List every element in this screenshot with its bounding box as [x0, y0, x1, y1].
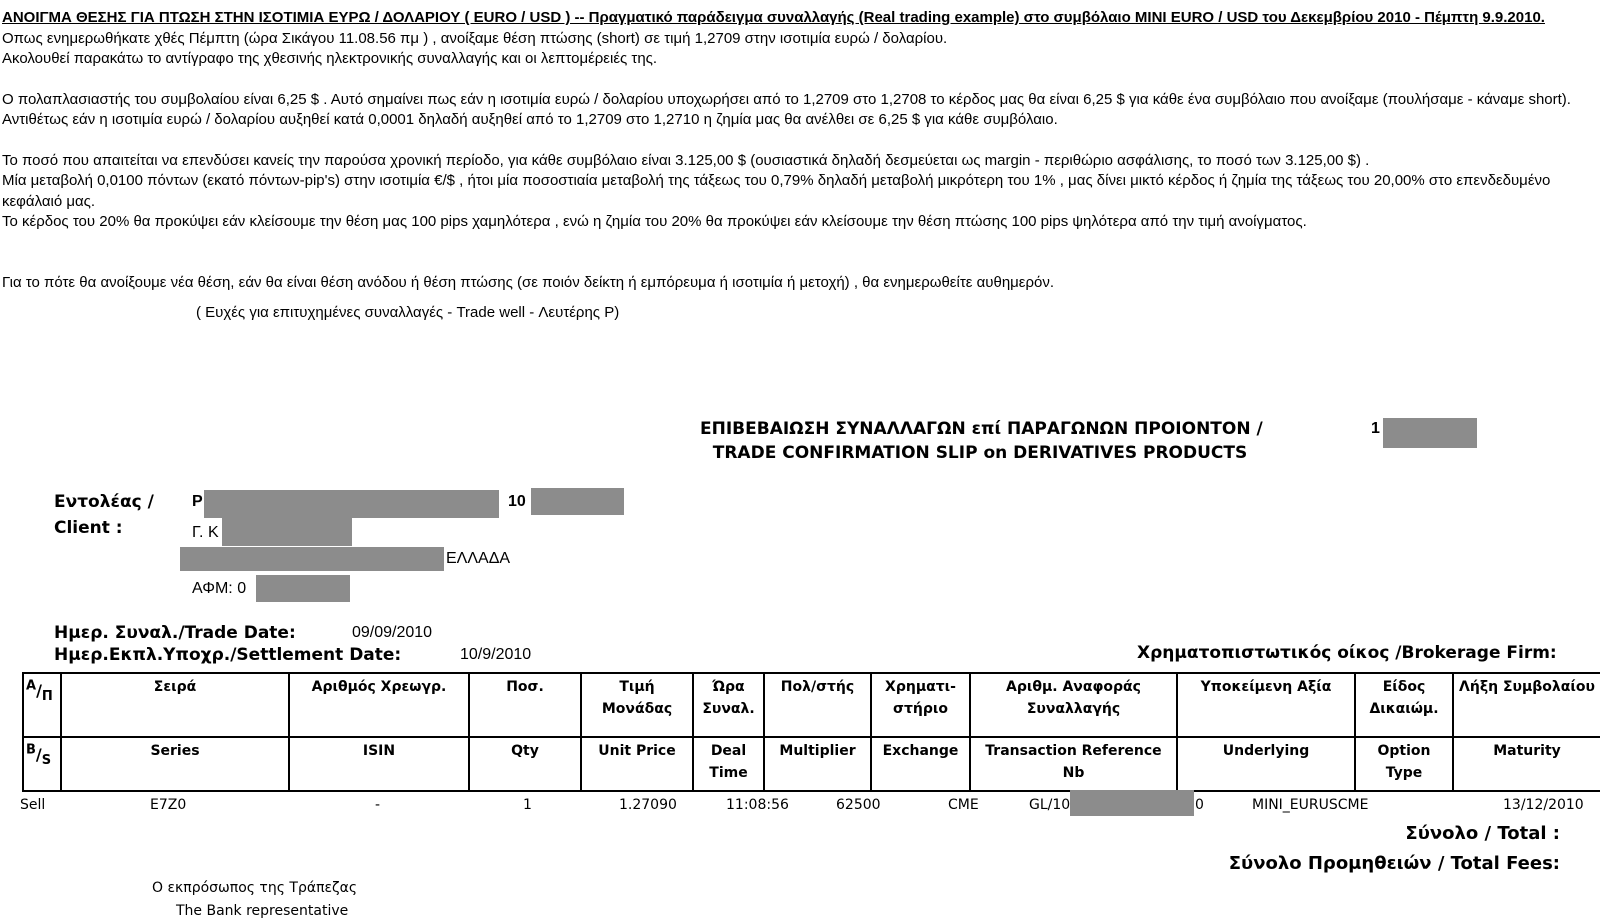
- header-gr-exchange: Χρηματι- στήριο: [871, 673, 970, 737]
- row-unit-price: 1.27090: [619, 797, 677, 813]
- bank-rep-english: The Bank representative: [176, 903, 349, 919]
- paragraph-pips-change: Μία μεταβολή 0,0100 πόντων (εκατό πόντων-pip's) στην ισοτιμία €/$ , ήτοι μία ποσοστιαία μεταβολή της τάξεως του 0,79% δηλαδή μεταβολή μικρότερη του 1% , μας δίνει μικτό κέρδος ή ζημία της τάξεως του 20,00% στο επενδεδυμένο κεφάλαιό μας.: [2, 172, 1551, 210]
- slip-title-english: TRADE CONFIRMATION SLIP on DERIVATIVES PRODUCTS: [712, 443, 1248, 463]
- row-deal-time: 11:08:56: [726, 797, 789, 813]
- header-gr-qty: Ποσ.: [469, 673, 581, 737]
- redacted-client-address: [180, 547, 444, 571]
- redacted-client-name: [204, 490, 499, 518]
- header-gr-option-type: Είδος Δικαιώμ.: [1355, 673, 1453, 737]
- header-en-option-type: Option Type: [1355, 737, 1453, 791]
- client-country: ΕΛΛΑΔΑ: [446, 550, 511, 567]
- header-gr-underlying: Υποκείμενη Αξία: [1177, 673, 1355, 737]
- brokerage-firm-label: Χρηματοπιστωτικός οίκος /Brokerage Firm:: [1137, 643, 1557, 663]
- paragraph-copy-intro: Ακολουθεί παρακάτω το αντίγραφο της χθεσινής ηλεκτρονικής συναλλαγής και οι λεπτομέρειές της.: [2, 50, 658, 67]
- header-gr-reference: Αριθμ. Αναφοράς Συναλλαγής: [970, 673, 1177, 737]
- header-en-deal-time: Deal Time: [693, 737, 764, 791]
- row-reference-prefix: GL/10: [1029, 797, 1071, 813]
- slip-title: [700, 417, 1263, 465]
- paragraph-loss: Αντιθέτως εάν η ισοτιμία ευρώ / δολαρίου αυξηθεί κατά 0,0001 δηλαδή αυξηθεί από το 1,2709 στο 1,2710 η ζημία μας θα ανέλθει σε 6,25 $ για κάθε συμβόλαιο.: [2, 111, 1058, 128]
- header-row-greek: [23, 673, 1600, 737]
- header-row-english: [23, 737, 1600, 791]
- client-label-english: Client :: [54, 518, 123, 538]
- header-en-series: Series: [61, 737, 289, 791]
- header-en-exchange: Exchange: [871, 737, 970, 791]
- header-gr-unit-price: Τιμή Μονάδας: [581, 673, 693, 737]
- client-id-prefix: 10: [508, 493, 526, 510]
- header-en-qty: Qty: [469, 737, 581, 791]
- paragraph-multiplier: Ο πολαπλασιαστής του συμβολαίου είναι 6,25 $ . Αυτό σημαίνει πως εάν η ισοτιμία ευρώ / δολαρίου υποχωρήσει από το 1,2709 στο 1,2708 το κέρδος μας θα είναι 6,25 $ για κάθε ένα συμβόλαιο που ανοίξαμε (πουλήσαμε - κάναμε short).: [2, 90, 1571, 108]
- redacted-client-person: [222, 518, 352, 546]
- header-gr-maturity: Λήξη Συμβολαίου: [1453, 673, 1600, 737]
- article-headline: ΑΝΟΙΓΜΑ ΘΕΣΗΣ ΓΙΑ ΠΤΩΣΗ ΣΤΗΝ ΙΣΟΤΙΜΙΑ ΕΥΡΩ / ΔΟΛΑΡΙΟΥ ( EURO / USD ) -- Πραγματικό παράδειγμα συναλλαγής (Real trading example) στο συμβόλαιο MINI EURO / USD του Δεκεμβρίου 2010 - Πέμπτη 9.9.2010.: [2, 9, 1545, 26]
- row-underlying: MINI_EURUSCME: [1252, 797, 1369, 813]
- header-en-underlying: Underlying: [1177, 737, 1355, 791]
- header-gr-deal-time: Ώρα Συναλ.: [693, 673, 764, 737]
- redacted-client-id: [531, 488, 624, 515]
- corner-side-english: $^B/_S$: [23, 737, 61, 791]
- row-isin: -: [375, 797, 381, 813]
- paragraph-profit-loss: Το κέρδος του 20% θα προκύψει εάν κλείσουμε την θέση μας 100 pips χαμηλότερα , ενώ η ζημία του 20% θα προκύψει εάν κλείσουμε την θέση πτώσης 100 pips ψηλότερα από την τιμή ανοίγματος.: [2, 213, 1307, 230]
- total-fees-label: Σύνολο Προμηθειών / Total Fees:: [1228, 853, 1560, 874]
- tax-id-label: ΑΦΜ: 0: [192, 580, 247, 597]
- paragraph-next-position: Για το πότε θα ανοίξουμε νέα θέση, εάν θα είναι θέση ανόδου ή θέση πτώσης (σε ποιόν δείκτη ή εμπόρευμα ή ισοτιμία ή μετοχή) , θα ενημερωθείτε αυθημερόν.: [2, 273, 1055, 291]
- row-series: E7Z0: [150, 797, 187, 813]
- header-en-maturity: Maturity: [1453, 737, 1600, 791]
- settlement-date-label: Ημερ.Εκπλ.Υποχρ./Settlement Date:: [54, 645, 402, 665]
- slip-title-greek: ΕΠΙΒΕΒΑΙΩΣΗ ΣΥΝΑΛΛΑΓΩΝ επί ΠΑΡΑΓΩΝΩΝ ΠΡΟΙΟΝΤΟΝ /: [700, 419, 1263, 439]
- corner-side-greek: $^A/_\Pi$: [23, 673, 61, 737]
- header-gr-isin: Αριθμός Χρεωγρ.: [289, 673, 469, 737]
- trade-date-value: 09/09/2010: [352, 624, 433, 641]
- signoff: ( Ευχές για επιτυχημένες συναλλαγές - Trade well - Λευτέρης Ρ): [196, 304, 620, 321]
- header-en-isin: ISIN: [289, 737, 469, 791]
- header-en-reference: Transaction Reference Nb: [970, 737, 1177, 791]
- trade-date-label: Ημερ. Συναλ./Trade Date:: [54, 623, 296, 643]
- header-gr-multiplier: Πολ/στής: [764, 673, 871, 737]
- row-exchange: CME: [948, 797, 979, 813]
- row-side: Sell: [20, 797, 46, 813]
- paragraph-short-position: Οπως ενημερωθήκατε χθές Πέμπτη (ώρα Σικάγου 11.08.56 πμ ) , ανοίξαμε θέση πτώσης (short) σε τιμή 1,2709 στην ισοτιμία ευρώ / δολαρίου.: [2, 29, 948, 47]
- settlement-date-value: 10/9/2010: [460, 646, 532, 663]
- total-label: Σύνολο / Total :: [1405, 823, 1560, 844]
- redacted-reference: [1070, 790, 1194, 816]
- slip-number-prefix: 1: [1371, 420, 1380, 437]
- header-en-multiplier: Multiplier: [764, 737, 871, 791]
- header-en-unit-price: Unit Price: [581, 737, 693, 791]
- trade-details-table: [22, 672, 1600, 792]
- row-multiplier: 62500: [836, 797, 881, 813]
- client-person-prefix: Γ. Κ: [192, 524, 219, 541]
- bank-rep-greek: Ο εκπρόσωπος της Τράπεζας: [152, 880, 358, 896]
- redacted-slip-number: [1383, 418, 1477, 448]
- redacted-tax-id: [256, 575, 350, 602]
- paragraph-margin: Το ποσό που απαιτείται να επενδύσει κανείς την παρούσα χρονική περίοδο, για κάθε συμβόλαιο είναι 3.125,00 $ (ουσιαστικά δηλαδή δεσμεύεται ως margin - περιθώριο ασφάλισης, το ποσό των 3.125,00 $) .: [2, 151, 1370, 169]
- row-qty: 1: [523, 797, 532, 813]
- row-reference-suffix: 0: [1195, 797, 1204, 813]
- client-name-prefix: Ρ: [192, 493, 203, 510]
- header-gr-series: Σειρά: [61, 673, 289, 737]
- client-label-greek: Εντολέας /: [54, 492, 154, 512]
- article-text: [2, 8, 1598, 324]
- row-maturity: 13/12/2010: [1503, 797, 1584, 813]
